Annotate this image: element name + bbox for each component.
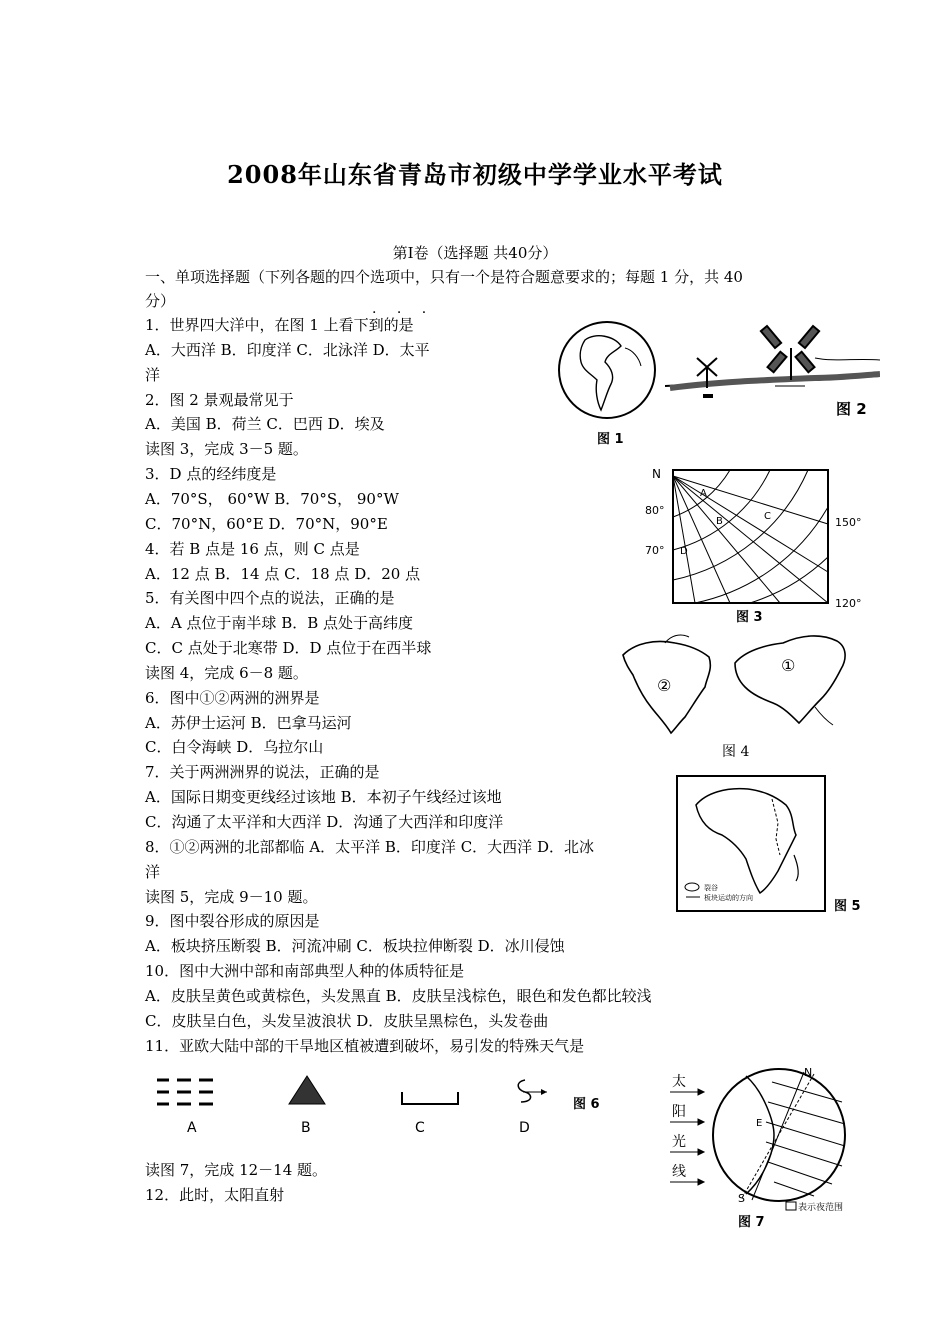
question-line: 6．图中①②两洲的洲界是 (145, 688, 320, 707)
fig7-s: S (738, 1192, 745, 1205)
question-line: A．皮肤呈黄色或黄棕色，头发黑直 B．皮肤呈浅棕色，眼色和发色都比较浅 (145, 986, 652, 1005)
fig6-option-a: A (187, 1120, 197, 1136)
figure-3-grid (640, 462, 870, 616)
figure-6-label: 图 6 (573, 1097, 600, 1112)
instructions: 一、单项选择题（下列各题的四个选项中，只有一个是符合题意要求的；每题 1 分，共 40 (145, 268, 743, 286)
section-heading: 第I卷（选择题 共40分） (392, 244, 558, 262)
fig4-mark-two: ② (657, 676, 672, 695)
question-line: 12．此时，太阳直射 (145, 1186, 285, 1204)
figure-1-label: 图 1 (597, 432, 624, 447)
fig7-e: E (756, 1118, 763, 1129)
question-line: A．大西洋 B．印度洋 C．北泳洋 D．太平 (145, 340, 430, 359)
question-line: C．白令海峡 D．乌拉尔山 (145, 738, 324, 757)
fig3-point-c: C (764, 511, 771, 522)
question-line: A．苏伊士运河 B．巴拿马运河 (145, 713, 352, 732)
question-line: A．A 点位于南半球 B．B 点处于高纬度 (145, 614, 414, 633)
question-line: 4．若 B 点是 16 点，则 C 点是 (145, 539, 360, 558)
question-line: 11．亚欧大陆中部的干旱地区植被遭到破坏，易引发的特殊天气是 (145, 1036, 585, 1055)
question-line: 5．有关图中四个点的说法，正确的是 (145, 589, 395, 608)
fig3-point-a: A (700, 488, 707, 499)
question-line: 读图 3，完成 3－5 题。 (145, 440, 308, 459)
question-line: C．C 点处于北寒带 D．D 点位于在西半球 (145, 639, 432, 658)
fig6-option-c: C (415, 1120, 425, 1136)
fig4-mark-one: ① (781, 656, 796, 675)
fig7-legend: 表示夜范围 (798, 1203, 844, 1213)
exam-title: 2008年山东省青岛市初级中学学业水平考试 (227, 160, 723, 189)
figure-5-label: 图 5 (834, 899, 861, 914)
question-line: 3．D 点的经纬度是 (145, 465, 277, 484)
question-line: A．板块挤压断裂 B．河流冲刷 C．板块拉伸断裂 D．冰川侵蚀 (145, 937, 565, 956)
figure-2-label: 图 2 (836, 400, 867, 418)
question-line: A．70°S， 60°W B．70°S， 90°W (145, 489, 399, 508)
figure-6-symbols (155, 1072, 615, 1148)
fig3-lat80: 80° (645, 504, 665, 517)
fig6-option-b: B (301, 1120, 311, 1136)
question-line: A．国际日期变更线经过该地 B．本初子午线经过该地 (145, 788, 502, 807)
question-line: 9．图中裂谷形成的原因是 (145, 912, 320, 931)
question-line: A．12 点 B．14 点 C．18 点 D．20 点 (145, 564, 421, 583)
question-line: 读图 4，完成 6－8 题。 (145, 663, 308, 682)
fig3-lon120: 120° (835, 597, 862, 610)
question-line: 8．①②两洲的北部都临 A．太平洋 B．印度洋 C．大西洋 D．北冰 (145, 837, 594, 856)
fig7-sun-2: 阳 (672, 1104, 686, 1120)
question-line: A．美国 B．荷兰 C．巴西 D．埃及 (145, 415, 385, 434)
fig3-lon150: 150° (835, 516, 862, 529)
fig3-point-b: B (716, 516, 723, 527)
figure-7-label: 图 7 (738, 1215, 765, 1230)
question-line: 读图 5，完成 9－10 题。 (145, 887, 318, 906)
question-line: 读图 7，完成 12－14 题。 (145, 1161, 328, 1179)
figure-3-label: 图 3 (736, 610, 763, 625)
fig3-n-label: N (652, 467, 661, 481)
fig7-sun-4: 线 (672, 1164, 686, 1180)
question-line: 洋 (145, 365, 161, 384)
fig5-legend-plate: 板块运动的方向 (704, 894, 753, 902)
instructions-cont: 分） (145, 292, 176, 310)
question-line: C．皮肤呈白色，头发呈波浪状 D．皮肤呈黑棕色，头发卷曲 (145, 1011, 549, 1030)
question-line: 2．图 2 景观最常见于 (145, 390, 294, 409)
question-line: 7．关于两洲洲界的说法，正确的是 (145, 763, 380, 782)
fig5-legend-rift: 裂谷 (704, 884, 718, 892)
question-line: C．沟通了太平洋和大西洋 D．沟通了大西洋和印度洋 (145, 813, 504, 831)
figure-5-africa (676, 775, 826, 916)
figure-1-globe (555, 318, 660, 427)
fig7-sun-1: 太 (672, 1074, 686, 1090)
question-line: 洋 (145, 862, 161, 881)
fig3-lat70: 70° (645, 544, 665, 557)
question-line: 10．图中大洲中部和南部典型人种的体质特征是 (145, 962, 465, 981)
emphasis-dots: · · · (372, 305, 435, 321)
fig7-sun-3: 光 (672, 1134, 686, 1150)
figure-4-label: 图 4 (722, 744, 750, 760)
fig6-option-d: D (519, 1120, 530, 1136)
figure-4-continents (615, 625, 855, 744)
figure-7-illumination (664, 1062, 864, 1236)
fig3-point-d: D (680, 546, 688, 557)
fig7-n: N (804, 1066, 813, 1079)
question-line: C．70°N，60°E D．70°N，90°E (145, 514, 388, 533)
question-line: 1．世界四大洋中，在图 1 上看下到的是 (145, 316, 414, 334)
